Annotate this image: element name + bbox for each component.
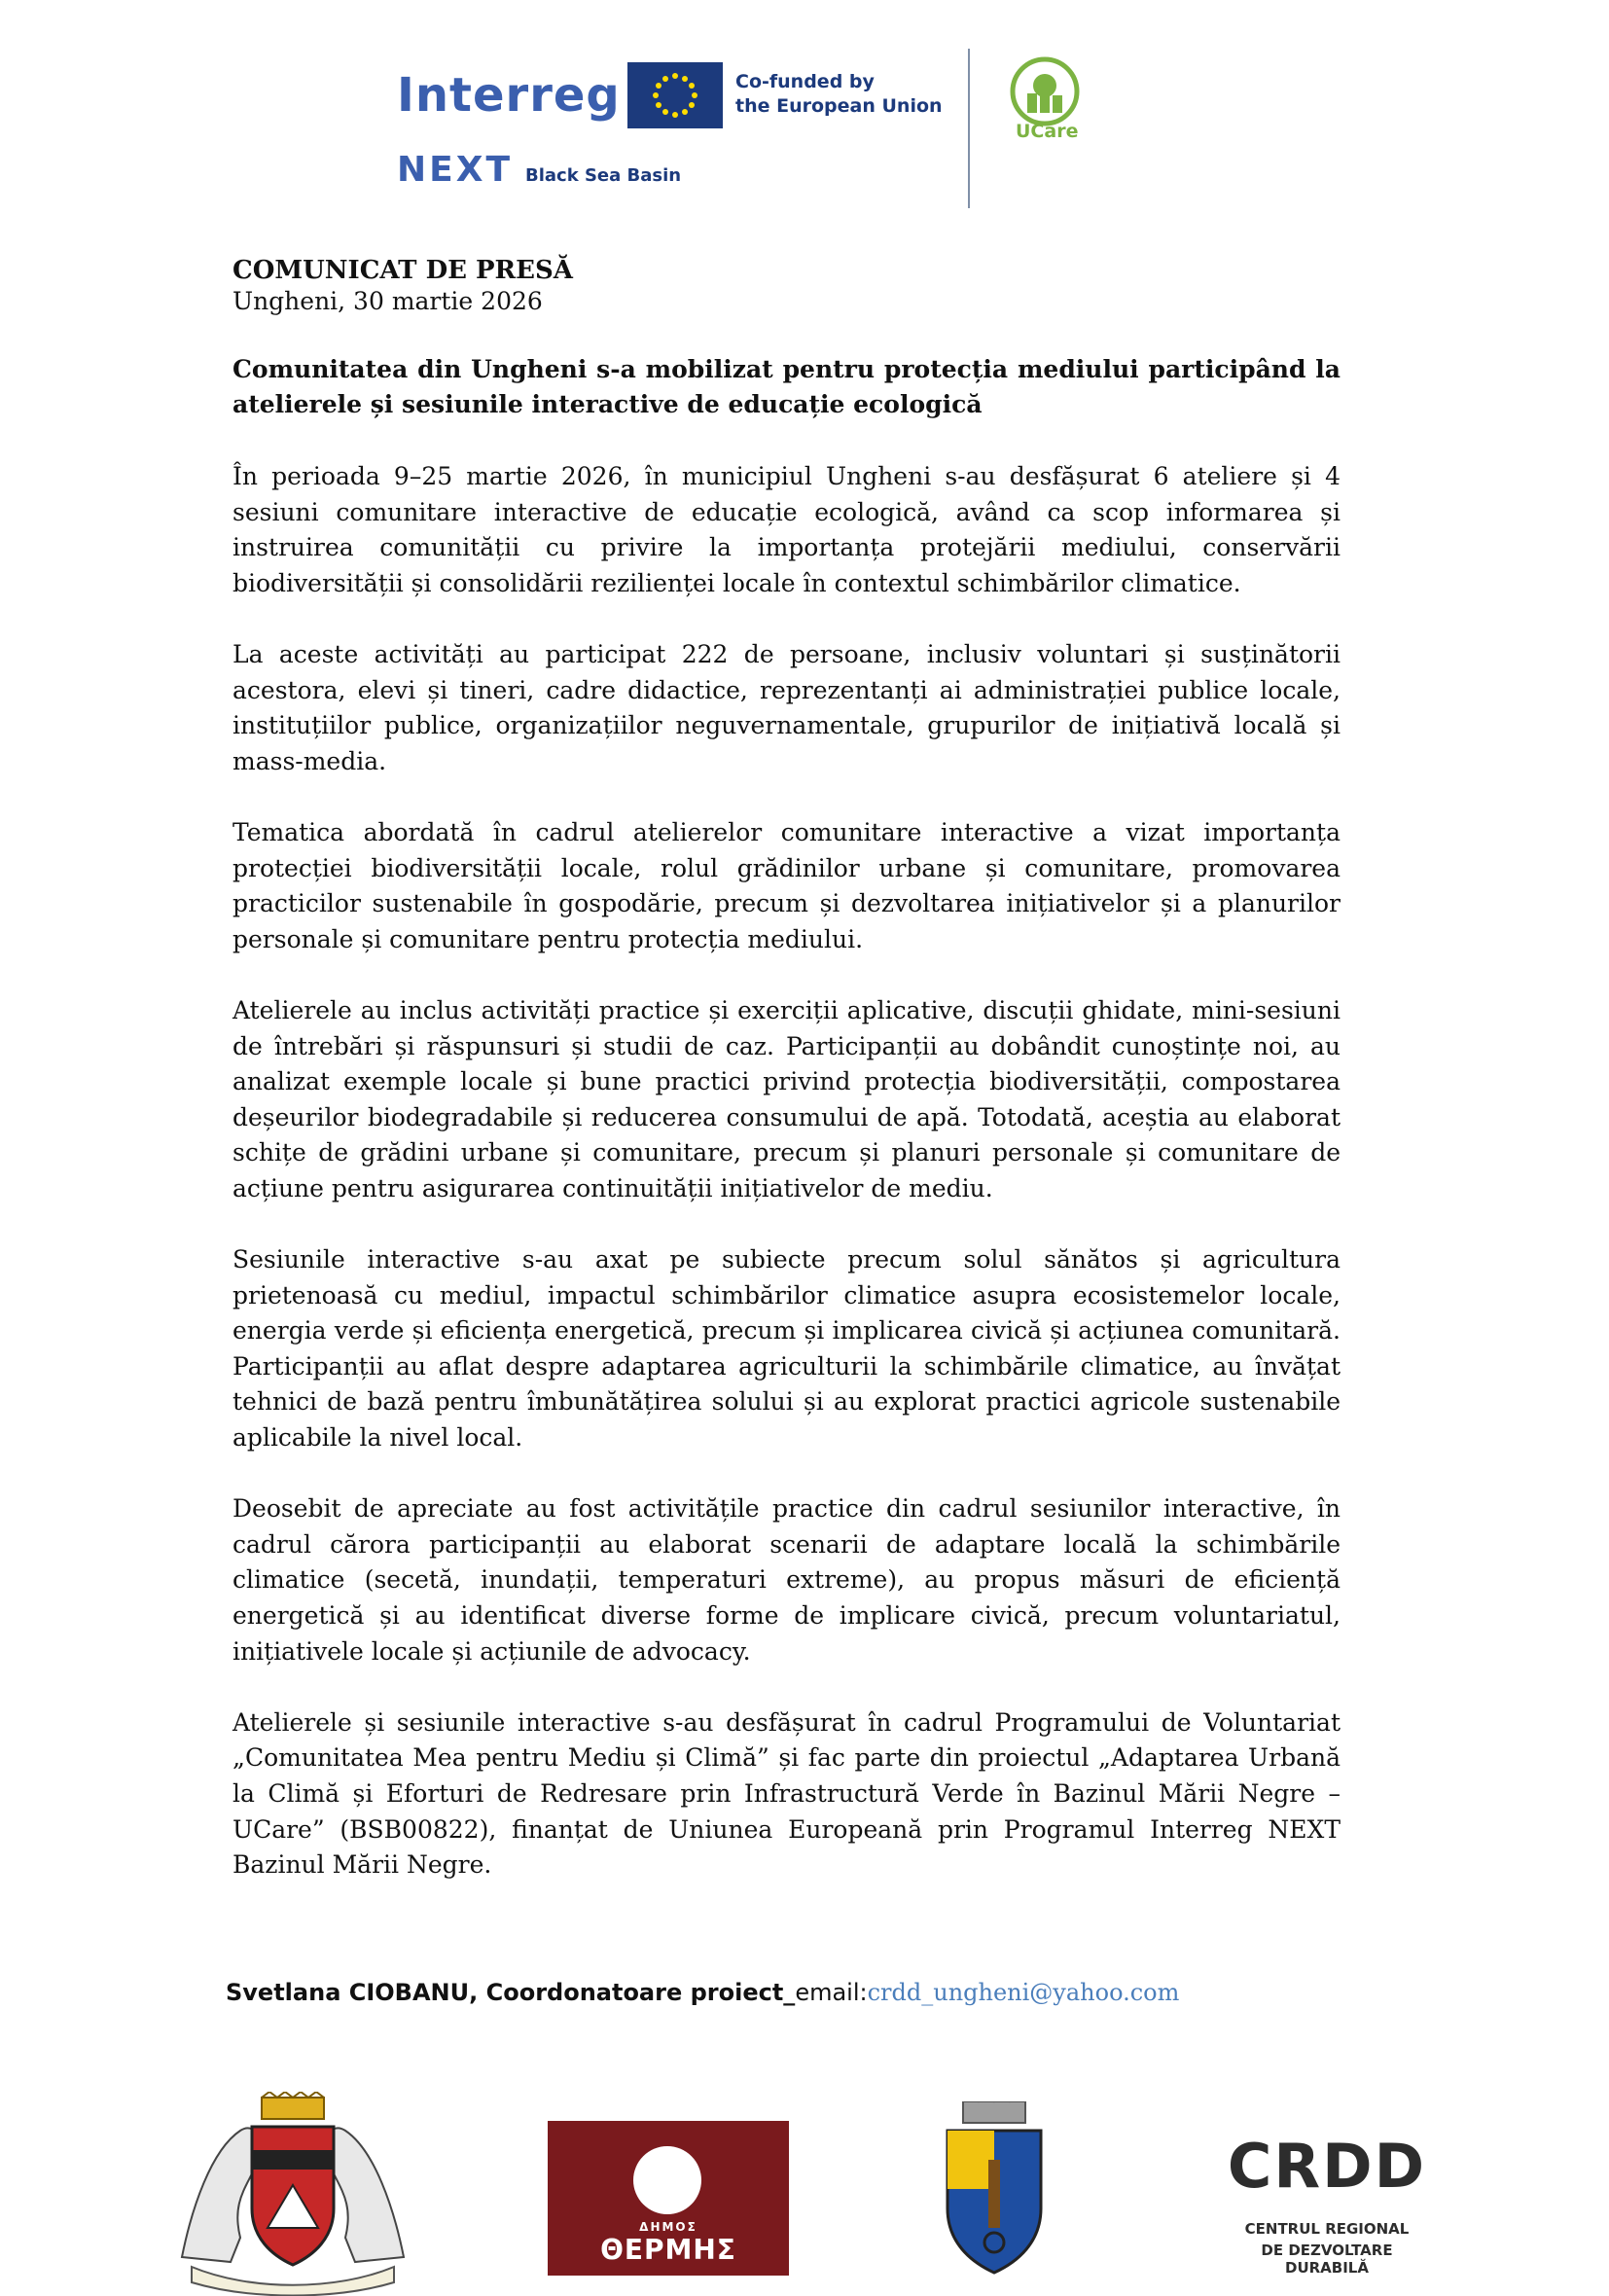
header-logos — [0, 0, 1609, 224]
paragraph: Atelierele și sesiunile interactive s-au desfășurat în cadrul Programului de Voluntariat „Comunitatea Mea pentru Mediu și Climă” și fac parte din proiectul „Adaptarea Urbană la Climă și Eforturi de Redresare prin Infrastructură Verde în Bazinul Mării Negre – UCare” (BSB00822), finanțat de Uniunea Europeană prin Programul Interreg NEXT Bazinul Mării Negre. — [232, 1707, 1341, 1880]
press-release-date: Ungheni, 30 martie 2026 — [232, 287, 543, 315]
next-logo-text: NEXT — [397, 150, 514, 190]
eu-cofunded-text — [735, 70, 943, 119]
press-release-headline: Comunitatea din Ungheni s-a mobilizat pentru protecția mediului participând la atelierele și sesiunile interactive de educație ecologică — [232, 355, 1341, 418]
paragraph: Tematica abordată în cadrul atelierelor comunitare interactive a vizat importanța protecției biodiversității locale, rolul grădinilor urbane și comunitare, promovarea practicilor sustenabile în gospodărie, precum și dezvoltarea inițiativelor și a planurilor personale și comunitare pentru protecția mediului. — [232, 817, 1341, 953]
thermi-municipality-logo — [548, 2121, 789, 2276]
press-release-title: COMUNICAT DE PRESĂ — [232, 256, 573, 285]
press-release-body — [232, 255, 1341, 1919]
email-link[interactable]: crdd_ungheni@yahoo.com — [867, 1979, 1180, 2006]
ucare-logo-icon — [1010, 56, 1080, 126]
email-label: email: — [795, 1979, 868, 2006]
thermi-big-text: ΘΕΡΜΗΣ — [600, 2234, 736, 2266]
eu-flag-icon — [627, 62, 723, 128]
city-shield-icon — [940, 2101, 1049, 2275]
thermi-emblem-icon — [633, 2146, 701, 2214]
crdd-subtitle-line-2: DE DEZVOLTARE DURABILĂ — [1261, 2242, 1393, 2277]
paragraph: Deosebit de apreciate au fost activitățile practice din cadrul sesiunilor interactive, în cadrul cărora participanții au elaborat scenarii de adaptare locală la schimbările climatice (secetă, inundații, temperaturi extreme), au propus măsuri de eficiență energetică și au identificat diverse forme de implicare civică, precum voluntariatul, inițiativele locale și acțiunile de advocacy. — [232, 1494, 1341, 1666]
interreg-logo-text: Interreg — [397, 68, 621, 123]
ungheni-coat-of-arms-icon — [172, 2092, 413, 2296]
thermi-small-text: ΔΗΜΟΣ — [639, 2220, 697, 2234]
ucare-logo-text: UCare — [1016, 121, 1079, 142]
crdd-subtitle-line-1: CENTRUL REGIONAL — [1244, 2220, 1410, 2238]
paragraph: Sesiunile interactive s-au axat pe subiecte precum solul sănătos și agricultura prietenoasă cu mediul, impactul schimbărilor climatice asupra ecosistemelor locale, energia verde și eficiența energetică, precum și implicarea civică și acțiunea comunitară. Participanții au aflat despre adaptarea agriculturii la schimbările climatice, au învățat tehnici de bază pentru îmbunătățirea solului și au explorat practici agricole sustenabile aplicabile la nivel local. — [232, 1245, 1341, 1453]
cofunded-line-2: the European Union — [735, 95, 943, 117]
paragraph: Atelierele au inclus activități practice și exerciții aplicative, discuții ghidate, mini-sesiuni de întrebări și răspunsuri și studii de caz. Participanții au dobândit cunoștințe noi, au analizat exemple locale și bune practici privind protecția biodiversității, compostarea deșeurilor biodegradabile și reducerea consumului de apă. Totodată, aceștia au elaborat schițe de grădini urbane și comunitare, precum și planuri personale și comunitare de acțiune pentru asigurarea continuității inițiativelor de mediu. — [232, 995, 1341, 1202]
signature-name: Svetlana CIOBANU, Coordonatoare proiect_ — [226, 1979, 796, 2006]
black-sea-basin-text: Black Sea Basin — [525, 165, 682, 186]
crdd-logo — [1220, 2131, 1434, 2277]
header-divider — [968, 49, 970, 208]
paragraph: La aceste activități au participat 222 de persoane, inclusiv voluntari și susținătorii acestora, elevi și tineri, cadre didactice, reprezentanți ai administrației publice locale, instituțiilor publice, organizațiilor neguvernamentale, grupurilor de inițiativă locală și mass-media. — [232, 639, 1341, 775]
signature-line — [226, 1975, 1179, 2010]
cofunded-line-1: Co-funded by — [735, 71, 875, 92]
crdd-logo-text: CRDD — [1227, 2131, 1427, 2202]
paragraph: În perioada 9–25 martie 2026, în municipiul Ungheni s-au desfășurat 6 ateliere și 4 sesiuni comunitare interactive de educație ecologică, având ca scop informarea și instruirea comunității cu privire la importanța protejării mediului, conservării biodiversității și consolidării rezilienței locale în contextul schimbărilor climatice. — [232, 462, 1341, 597]
